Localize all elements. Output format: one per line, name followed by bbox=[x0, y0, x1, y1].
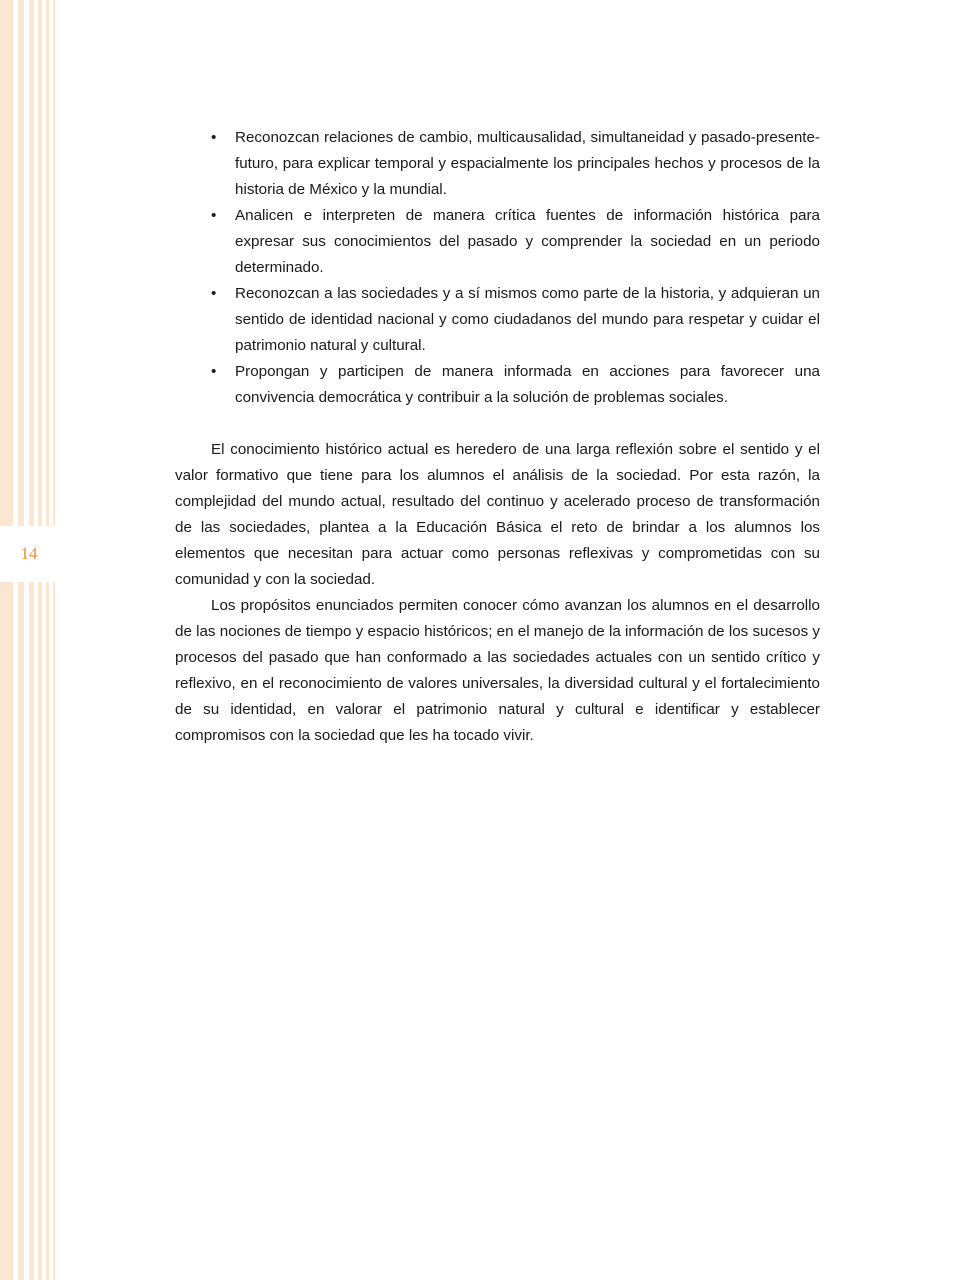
list-item bbox=[211, 125, 820, 203]
list-item-text: Reconozcan relaciones de cambio, multicausalidad, simultaneidad y pasado-presente-futuro, para explicar temporal y espacialmente los principales hechos y procesos de la historia de México y la mundial. bbox=[235, 129, 820, 198]
page-number-box bbox=[0, 526, 62, 582]
paragraph: Los propósitos enunciados permiten conocer cómo avanzan los alumnos en el desarrollo de las nociones de tiempo y espacio históricos; en el manejo de la información de los sucesos y procesos del pasado que han conformado a las sociedades actuales con un sentido crítico y reflexivo, en el reconocimiento de valores universales, la diversidad cultural y el fortalecimiento de su identidad, en valorar el patrimonio natural y cultural e identificar y establecer compromisos con la sociedad que les ha tocado vivir. bbox=[175, 597, 820, 744]
margin-stripe bbox=[18, 0, 24, 1280]
list-item bbox=[211, 203, 820, 281]
paragraph: El conocimiento histórico actual es heredero de una larga reflexión sobre el sentido y el valor formativo que tiene para los alumnos el análisis de la sociedad. Por esta razón, la complejidad del mundo actual, resultado del continuo y acelerado proceso de transformación de las sociedades, plantea a la Educación Básica el reto de brindar a los alumnos los elementos que necesitan para actuar como personas reflexivas y comprometidas con su comunidad y con la sociedad. bbox=[175, 441, 820, 588]
list-item bbox=[211, 281, 820, 359]
objectives-list bbox=[175, 125, 820, 411]
list-item bbox=[211, 359, 820, 411]
page-number: 14 bbox=[20, 544, 38, 563]
margin-stripe bbox=[53, 0, 55, 1280]
body-text bbox=[175, 437, 820, 749]
margin-stripe bbox=[29, 0, 34, 1280]
bullet-icon: • bbox=[211, 207, 217, 224]
margin-stripe bbox=[46, 0, 49, 1280]
bullet-icon: • bbox=[211, 285, 217, 302]
margin-stripe bbox=[38, 0, 42, 1280]
bullet-icon: • bbox=[211, 129, 217, 146]
list-item-text: Reconozcan a las sociedades y a sí mismos como parte de la historia, y adquieran un sentido de identidad nacional y como ciudadanos del mundo para respetar y cuidar el patrimonio natural y cultural. bbox=[235, 285, 820, 354]
bullet-icon: • bbox=[211, 363, 217, 380]
list-item-text: Analicen e interpreten de manera crítica fuentes de información histórica para expresar sus conocimientos del pasado y comprender la sociedad en un periodo determinado. bbox=[235, 207, 820, 276]
list-item-text: Propongan y participen de manera informada en acciones para favorecer una convivencia democrática y contribuir a la solución de problemas sociales. bbox=[235, 363, 820, 406]
page-content bbox=[175, 125, 820, 749]
margin-stripe bbox=[0, 0, 13, 1280]
